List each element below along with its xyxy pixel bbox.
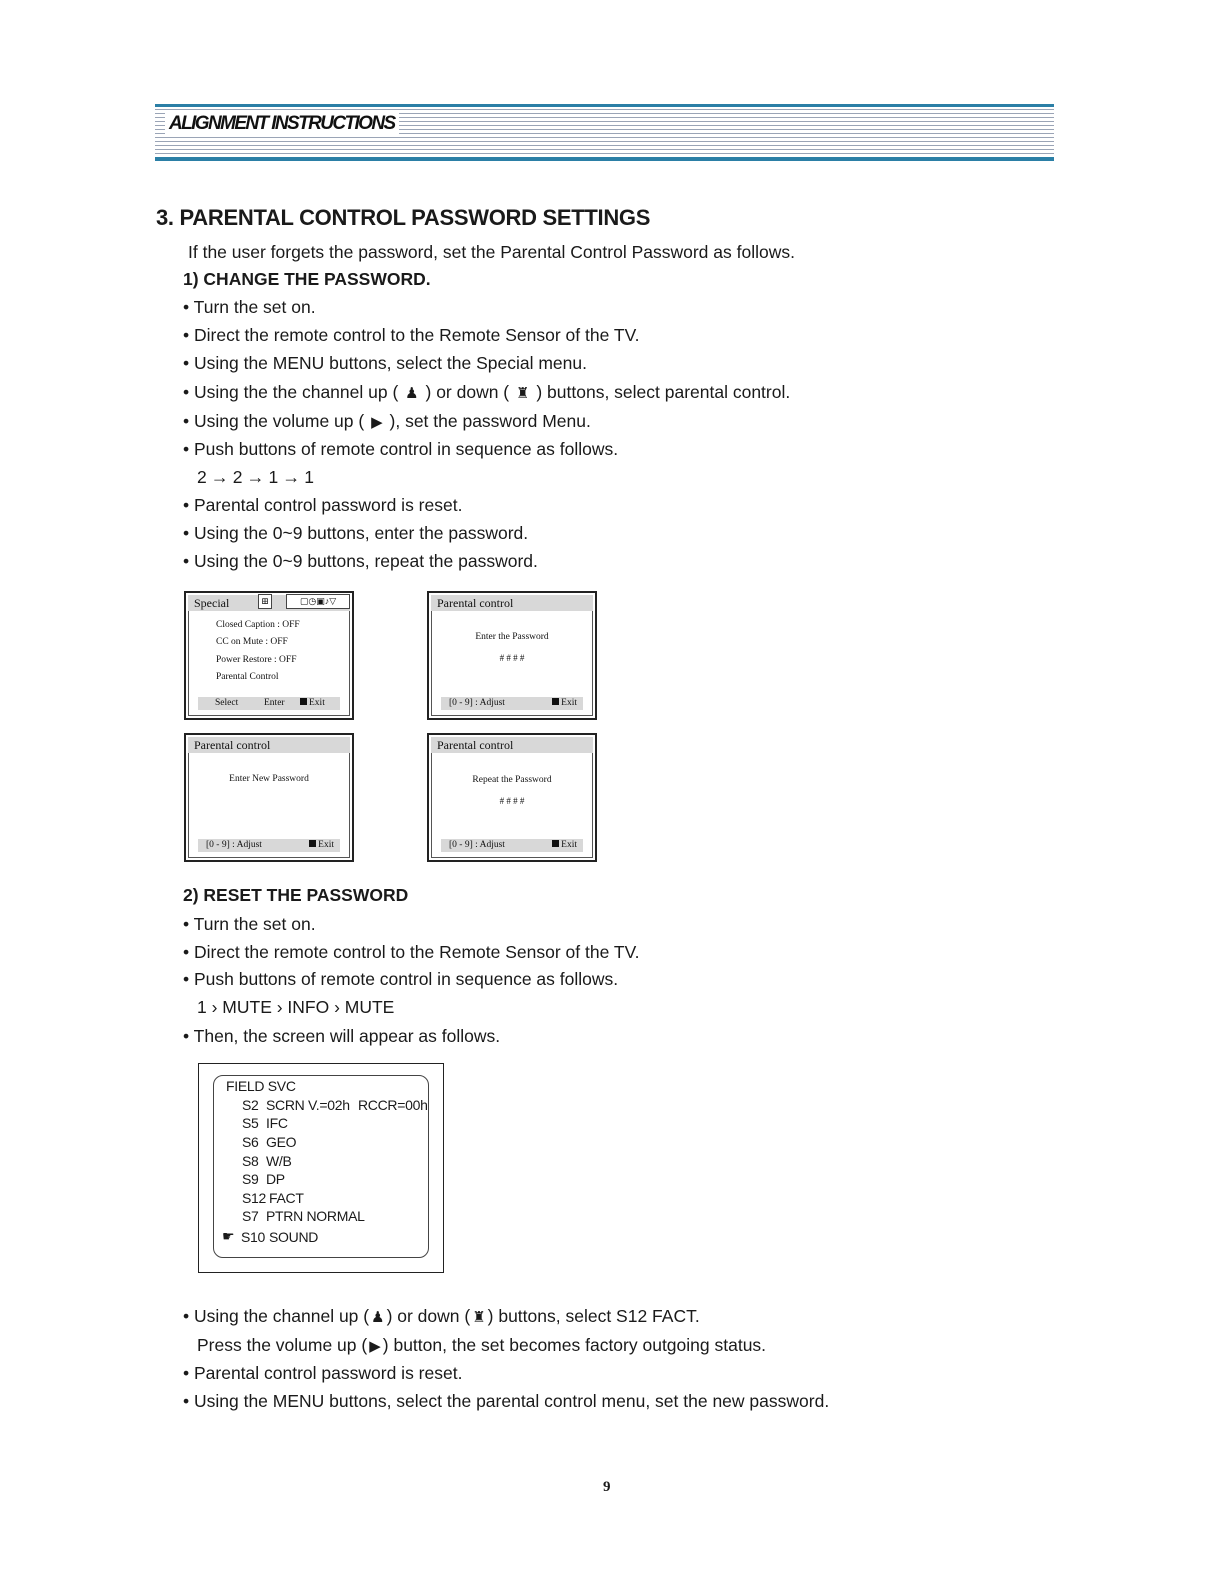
- section-banner: [155, 104, 1054, 161]
- footer-exit-label: Exit: [561, 698, 577, 708]
- after-step-1-c: ) buttons, select S12 FACT.: [487, 1306, 700, 1326]
- banner-bottom-rule: [155, 157, 1054, 161]
- footer-exit: [309, 839, 334, 852]
- footer-adjust: [0 - 9] : Adjust: [449, 840, 505, 850]
- menu-item: CC on Mute : OFF: [216, 637, 288, 647]
- osd-title: Parental control: [194, 738, 271, 752]
- osd-footer: [441, 839, 583, 852]
- menu-item: Closed Caption : OFF: [216, 620, 300, 630]
- change-step-4: [183, 382, 790, 404]
- stop-icon: [552, 840, 559, 847]
- svc-code: S5: [242, 1115, 259, 1131]
- reset-step-1: • Turn the set on.: [183, 914, 316, 934]
- change-step-4-a: • Using the the channel up (: [183, 382, 399, 402]
- svc-label: DP: [266, 1171, 285, 1187]
- footer-exit-label: Exit: [318, 840, 334, 850]
- after-step-2-b: ) button, the set becomes factory outgoing status.: [382, 1335, 767, 1355]
- menu-item: Parental Control: [216, 672, 279, 682]
- reset-sequence: 1 › MUTE › INFO › MUTE: [197, 997, 395, 1017]
- osd-new-password: [184, 733, 354, 862]
- banner-title: ALIGNMENT INSTRUCTIONS: [165, 113, 399, 135]
- stop-icon: [300, 698, 307, 705]
- osd-header: [431, 737, 593, 753]
- osd-footer: [441, 697, 583, 710]
- change-step-8: • Using the 0~9 buttons, enter the password.: [183, 523, 529, 543]
- password-mask: # # # #: [499, 653, 525, 663]
- after-step-2-a: Press the volume up (: [197, 1335, 368, 1355]
- change-step-5: [183, 411, 591, 433]
- svc-label: W/B: [266, 1153, 292, 1169]
- change-step-2: • Direct the remote control to the Remote Sensor of the TV.: [183, 325, 640, 345]
- svc-code: S12: [242, 1190, 267, 1206]
- channel-down-icon: ♜: [472, 1309, 486, 1326]
- after-step-1: [183, 1306, 700, 1328]
- footer-enter: Enter: [264, 698, 285, 708]
- channel-up-icon: ♟: [371, 1309, 385, 1326]
- change-step-6: • Push buttons of remote control in sequence as follows.: [183, 439, 619, 459]
- osd-footer: [198, 697, 340, 710]
- change-step-3: • Using the MENU buttons, select the Special menu.: [183, 353, 587, 373]
- intro-text: If the user forgets the password, set the Parental Control Password as follows.: [188, 242, 795, 262]
- reset-heading: 2) RESET THE PASSWORD: [183, 885, 409, 905]
- change-step-7: • Parental control password is reset.: [183, 495, 463, 515]
- svc-label: FACT: [269, 1190, 304, 1206]
- osd-title: Parental control: [437, 738, 514, 752]
- change-step-1: • Turn the set on.: [183, 297, 316, 317]
- svc-label: SOUND: [269, 1229, 319, 1245]
- after-step-2: [197, 1335, 766, 1357]
- footer-exit-label: Exit: [309, 698, 325, 708]
- svc-label: GEO: [266, 1134, 297, 1150]
- channel-up-icon: ♟: [405, 385, 419, 402]
- page-number: 9: [603, 1479, 611, 1495]
- osd-repeat-password: [427, 733, 597, 862]
- osd-special-menu: [184, 591, 354, 720]
- footer-exit: [300, 697, 325, 710]
- footer-exit: [552, 697, 577, 710]
- picture-icon: ⊞: [258, 594, 272, 609]
- stop-icon: [309, 840, 316, 847]
- svc-code: S6: [242, 1134, 259, 1150]
- footer-select: Select: [215, 698, 239, 708]
- stop-icon: [552, 698, 559, 705]
- menu-tab-icons: ▢◷▣♪▽: [286, 594, 350, 609]
- osd-header: [188, 737, 350, 753]
- seq-digit: 2: [197, 467, 207, 487]
- svc-label: SCRN V.=02h: [266, 1097, 350, 1113]
- arrow-right-icon: →: [282, 467, 301, 487]
- svc-code: S2: [242, 1097, 259, 1113]
- password-mask: # # # #: [499, 796, 525, 806]
- osd-header: [431, 595, 593, 611]
- osd-title: Special: [194, 596, 230, 610]
- svc-code: S10: [241, 1229, 266, 1245]
- svc-code: S8: [242, 1153, 259, 1169]
- seq-digit: 1: [268, 467, 279, 487]
- osd-prompt: Enter the Password: [475, 632, 549, 642]
- svc-code: S7: [242, 1208, 259, 1224]
- banner-top-rule: [155, 104, 1054, 107]
- arrow-right-icon: →: [210, 467, 229, 487]
- footer-exit: [552, 839, 577, 852]
- change-step-9: • Using the 0~9 buttons, repeat the password.: [183, 551, 538, 571]
- volume-up-icon: ▶: [371, 414, 383, 431]
- change-step-5-b: ), set the password Menu.: [389, 411, 591, 431]
- after-step-1-a: • Using the channel up (: [183, 1306, 370, 1326]
- pointer-icon: ☛: [222, 1228, 235, 1244]
- change-sequence: [197, 467, 314, 487]
- volume-up-icon: ▶: [369, 1338, 381, 1355]
- reset-step-3: • Push buttons of remote control in sequence as follows.: [183, 969, 619, 989]
- reset-step-2: • Direct the remote control to the Remote Sensor of the TV.: [183, 942, 640, 962]
- osd-enter-password: [427, 591, 597, 720]
- arrow-right-icon: →: [246, 467, 265, 487]
- svc-extra: RCCR=00h: [358, 1097, 428, 1113]
- channel-down-icon: ♜: [516, 385, 530, 402]
- field-svc-title: FIELD SVC: [226, 1078, 296, 1094]
- svc-label: PTRN NORMAL: [266, 1208, 365, 1224]
- seq-digit: 1: [304, 467, 314, 487]
- footer-adjust: [0 - 9] : Adjust: [206, 840, 262, 850]
- after-step-4: • Using the MENU buttons, select the parental control menu, set the new password.: [183, 1391, 830, 1411]
- field-svc-screen: [198, 1063, 444, 1273]
- osd-title: Parental control: [437, 596, 514, 610]
- osd-prompt: Enter New Password: [229, 774, 309, 784]
- after-step-3: • Parental control password is reset.: [183, 1363, 463, 1383]
- seq-digit: 2: [232, 467, 243, 487]
- change-step-4-c: ) buttons, select parental control.: [536, 382, 791, 402]
- after-step-1-b: ) or down (: [386, 1306, 471, 1326]
- svc-label: IFC: [266, 1115, 288, 1131]
- footer-exit-label: Exit: [561, 840, 577, 850]
- change-step-5-a: • Using the volume up (: [183, 411, 365, 431]
- page-title: 3. PARENTAL CONTROL PASSWORD SETTINGS: [156, 205, 651, 230]
- change-step-4-b: ) or down (: [425, 382, 510, 402]
- osd-prompt: Repeat the Password: [472, 775, 552, 785]
- osd-footer: [198, 839, 340, 852]
- svc-code: S9: [242, 1171, 259, 1187]
- footer-adjust: [0 - 9] : Adjust: [449, 698, 505, 708]
- change-heading: 1) CHANGE THE PASSWORD.: [183, 269, 431, 289]
- menu-item: Power Restore : OFF: [216, 655, 297, 665]
- reset-step-4: • Then, the screen will appear as follows.: [183, 1026, 501, 1046]
